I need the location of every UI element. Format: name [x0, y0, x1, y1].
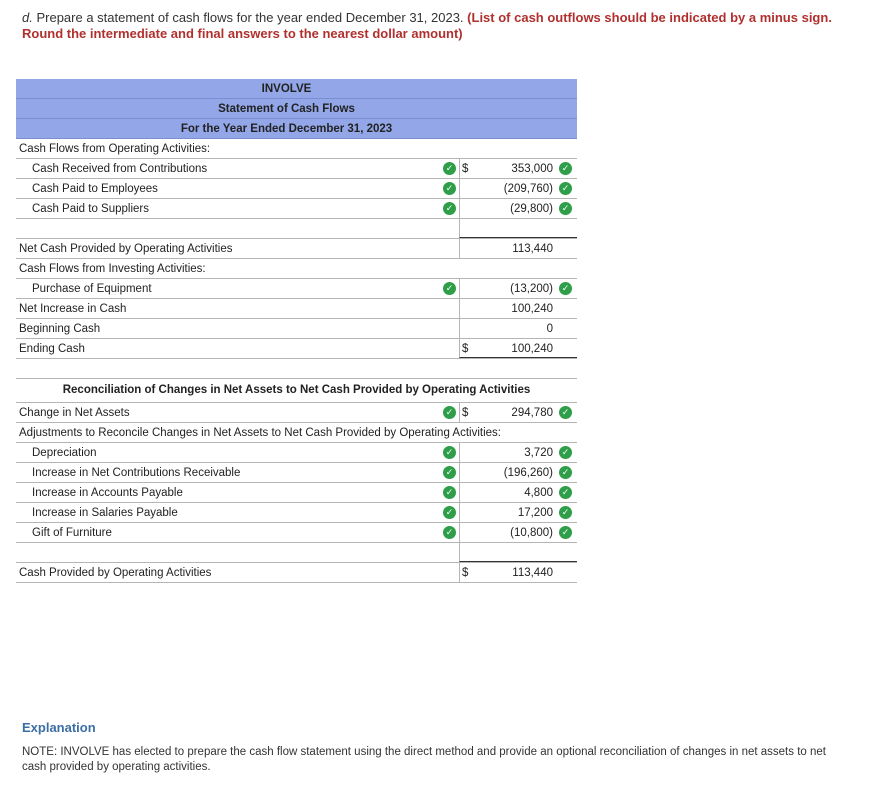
- employees-cell[interactable]: [445, 179, 577, 198]
- gift-label: Gift of Furniture: [32, 527, 112, 539]
- salaries-row: [16, 503, 577, 523]
- currency-sign: $: [462, 163, 469, 175]
- explanation-title: Explanation: [22, 720, 96, 735]
- provided-cell[interactable]: [459, 563, 577, 582]
- explanation-note: NOTE: INVOLVE has elected to prepare the cash flow statement using the direct method and provide an optional reconciliation of changes in net assets to net cash provided by operating activities.: [22, 746, 826, 773]
- question-label: d.: [22, 10, 33, 25]
- question-instruction: (List of cash outflows should be indicated by a minus sign. Round the intermediate and final answers to the nearest dollar amount): [22, 10, 832, 41]
- received-value: 353,000: [511, 163, 553, 175]
- gift-value: (10,800): [510, 527, 553, 539]
- ending-row: [16, 339, 577, 359]
- org-header: INVOLVE: [16, 79, 577, 99]
- investing-header: Cash Flows from Investing Activities:: [19, 263, 206, 275]
- suppliers-value: (29,800): [510, 203, 553, 215]
- contrib-value: (196,260): [503, 467, 553, 479]
- check-icon: ✓: [559, 486, 572, 499]
- question-text: [22, 10, 852, 42]
- net-operating-cell[interactable]: [459, 239, 577, 258]
- check-icon: ✓: [559, 406, 572, 419]
- currency-sign: $: [462, 407, 469, 419]
- received-cell[interactable]: [445, 159, 577, 178]
- provided-label: Cash Provided by Operating Activities: [19, 567, 212, 579]
- explanation-section: [22, 720, 842, 775]
- title-header: Statement of Cash Flows: [16, 99, 577, 119]
- employees-label: Cash Paid to Employees: [32, 183, 158, 195]
- ending-value: 100,240: [511, 343, 553, 355]
- provided-row: [16, 563, 577, 583]
- net-operating-row: [16, 239, 577, 259]
- change-row: [16, 403, 577, 423]
- currency-sign: $: [462, 343, 469, 355]
- employees-row: [16, 179, 577, 199]
- beginning-cell[interactable]: [459, 319, 577, 338]
- ending-cell[interactable]: [459, 339, 577, 358]
- blank-row: [16, 543, 577, 563]
- received-row: [16, 159, 577, 179]
- suppliers-label: Cash Paid to Suppliers: [32, 203, 149, 215]
- salaries-cell[interactable]: [445, 503, 577, 522]
- net-increase-value: 100,240: [511, 303, 553, 315]
- blank-cell[interactable]: [459, 543, 577, 562]
- beginning-row: [16, 319, 577, 339]
- suppliers-row: [16, 199, 577, 219]
- check-icon: ✓: [559, 182, 572, 195]
- check-icon: ✓: [443, 282, 456, 295]
- check-icon: ✓: [559, 446, 572, 459]
- change-cell[interactable]: [445, 403, 577, 422]
- suppliers-cell[interactable]: [445, 199, 577, 218]
- check-icon: ✓: [443, 162, 456, 175]
- ap-row: [16, 483, 577, 503]
- check-icon: ✓: [559, 526, 572, 539]
- investing-header-row: [16, 259, 577, 279]
- check-icon: ✓: [559, 162, 572, 175]
- net-operating-value: 113,440: [512, 243, 553, 255]
- operating-header: Cash Flows from Operating Activities:: [19, 143, 211, 155]
- change-value: 294,780: [511, 407, 553, 419]
- blank-cell[interactable]: [459, 219, 577, 238]
- gift-cell[interactable]: [445, 523, 577, 542]
- question-body: Prepare a statement of cash flows for the year ended December 31, 2023.: [36, 10, 464, 25]
- equipment-cell[interactable]: [445, 279, 577, 298]
- ending-label: Ending Cash: [19, 343, 85, 355]
- blank-row: [16, 359, 577, 379]
- depreciation-value: 3,720: [524, 447, 553, 459]
- beginning-label: Beginning Cash: [19, 323, 101, 335]
- check-icon: ✓: [443, 202, 456, 215]
- contrib-label: Increase in Net Contributions Receivable: [32, 467, 241, 479]
- statement-table: [16, 79, 577, 583]
- equipment-label: Purchase of Equipment: [32, 283, 152, 295]
- depreciation-cell[interactable]: [445, 443, 577, 462]
- depreciation-label: Depreciation: [32, 447, 97, 459]
- beginning-value: 0: [546, 323, 553, 335]
- gift-row: [16, 523, 577, 543]
- blank-row: [16, 219, 577, 239]
- depreciation-row: [16, 443, 577, 463]
- check-icon: ✓: [559, 466, 572, 479]
- equipment-row: [16, 279, 577, 299]
- net-increase-label: Net Increase in Cash: [19, 303, 127, 315]
- change-label: Change in Net Assets: [19, 407, 130, 419]
- reconciliation-title: Reconciliation of Changes in Net Assets to Net Cash Provided by Operating Activities: [16, 379, 577, 403]
- operating-header-row: [16, 139, 577, 159]
- adjust-header: Adjustments to Reconcile Changes in Net Assets to Net Cash Provided by Operating Activities:: [19, 427, 501, 439]
- check-icon: ✓: [559, 282, 572, 295]
- check-icon: ✓: [443, 446, 456, 459]
- check-icon: ✓: [443, 406, 456, 419]
- ap-value: 4,800: [524, 487, 553, 499]
- check-icon: ✓: [443, 526, 456, 539]
- net-operating-label: Net Cash Provided by Operating Activities: [19, 243, 233, 255]
- ap-cell[interactable]: [445, 483, 577, 502]
- adjust-header-row: [16, 423, 577, 443]
- currency-sign: $: [462, 567, 469, 579]
- net-increase-row: [16, 299, 577, 319]
- salaries-label: Increase in Salaries Payable: [32, 507, 178, 519]
- received-label: Cash Received from Contributions: [32, 163, 208, 175]
- check-icon: ✓: [443, 466, 456, 479]
- ap-label: Increase in Accounts Payable: [32, 487, 183, 499]
- check-icon: ✓: [443, 182, 456, 195]
- provided-value: 113,440: [512, 567, 553, 579]
- period-header: For the Year Ended December 31, 2023: [16, 119, 577, 139]
- employees-value: (209,760): [503, 183, 553, 195]
- contrib-cell[interactable]: [445, 463, 577, 482]
- check-icon: ✓: [443, 506, 456, 519]
- salaries-value: 17,200: [517, 507, 553, 519]
- equipment-value: (13,200): [510, 283, 553, 295]
- check-icon: ✓: [559, 506, 572, 519]
- check-icon: ✓: [443, 486, 456, 499]
- contrib-row: [16, 463, 577, 483]
- net-increase-cell[interactable]: [459, 299, 577, 318]
- check-icon: ✓: [559, 202, 572, 215]
